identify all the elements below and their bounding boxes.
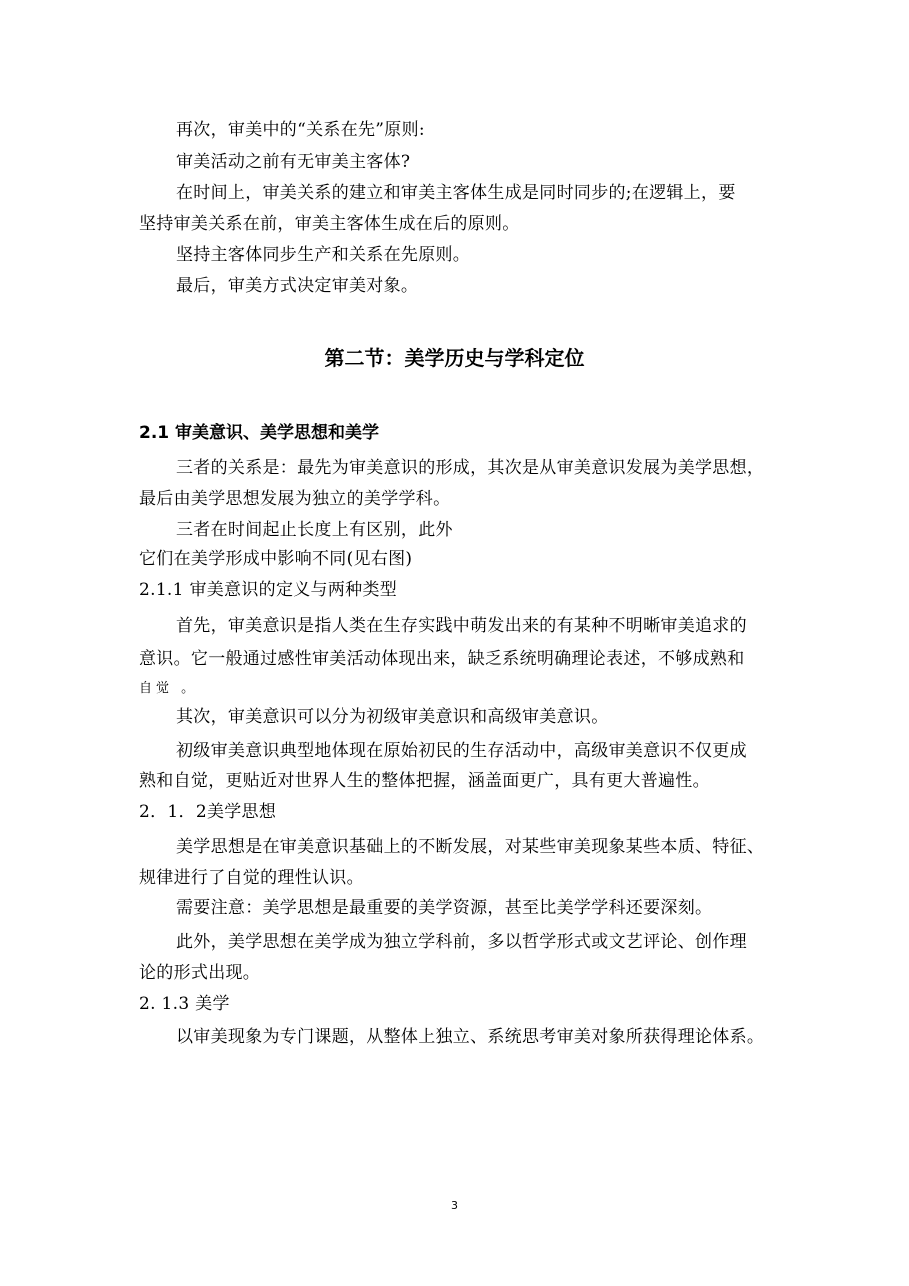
paragraph-line: 此外，美学思想在美学成为独立学科前，多以哲学形式或文艺评论、创作理 (176, 932, 747, 952)
paragraph-line: 规律进行了自觉的理性认识。 (139, 868, 364, 888)
paragraph-line: 三者在时间起止长度上有区别，此外 (176, 520, 453, 540)
paragraph-line: 在时间上，审美关系的建立和审美主客体生成是同时同步的;在逻辑上，要 (176, 183, 736, 203)
paragraph-line: 意识。它一般通过感性审美活动体现出来，缺乏系统明确理论表述，不够成熟和 (139, 649, 745, 669)
paragraph-line: 坚持主客体同步生产和关系在先原则。 (176, 245, 471, 265)
paragraph-line: 审美活动之前有无审美主客体? (176, 152, 411, 172)
subsection-heading: 2.1 审美意识、美学思想和美学 (139, 423, 380, 443)
paragraph-line: 熟和自觉，更贴近对世界人生的整体把握，涵盖面更广，具有更大普遍性。 (139, 771, 710, 791)
subsection-heading: 2.1.1 审美意识的定义与两种类型 (139, 580, 398, 600)
paragraph-line: 最后由美学思想发展为独立的美学学科。 (139, 489, 451, 509)
subsection-heading: 2．1．2美学思想 (139, 802, 277, 822)
paragraph-line: 三者的关系是：最先为审美意识的形成，其次是从审美意识发展为美学思想， (176, 458, 765, 478)
paragraph-line: 最后，审美方式决定审美对象。 (176, 276, 419, 296)
paragraph-line (139, 677, 198, 701)
page-number: 3 (451, 1199, 458, 1212)
subsection-heading: 2. 1.3 美学 (139, 994, 230, 1014)
paragraph-line: 它们在美学形成中影响不同(见右图) (139, 549, 413, 569)
paragraph-line: 论的形式出现。 (139, 963, 261, 983)
paragraph-line: 首先，审美意识是指人类在生存实践中萌发出来的有某种不明晰审美追求的 (176, 616, 747, 636)
paragraph-line: 其次，审美意识可以分为初级审美意识和高级审美意识。 (176, 707, 609, 727)
paragraph-line: 坚持审美关系在前，审美主客体生成在后的原则。 (139, 214, 520, 234)
paragraph-line: 需要注意：美学思想是最重要的美学资源，甚至比美学学科还要深刻。 (176, 898, 713, 918)
paragraph-line: 以审美现象为专门课题，从整体上独立、系统思考审美对象所获得理论体系。 (176, 1027, 765, 1047)
section-title: 第二节：美学历史与学科定位 (324, 346, 585, 370)
paragraph-fragment: 。 (181, 681, 199, 696)
paragraph-line: 再次，审美中的“关系在先”原则: (176, 120, 425, 140)
paragraph-line: 初级审美意识典型地体现在原始初民的生存活动中，高级审美意识不仅更成 (176, 741, 747, 761)
paragraph-line: 美学思想是在审美意识基础上的不断发展，对某些审美现象某些本质、特征、 (176, 837, 765, 857)
paragraph-fragment: 自觉 (139, 681, 174, 696)
